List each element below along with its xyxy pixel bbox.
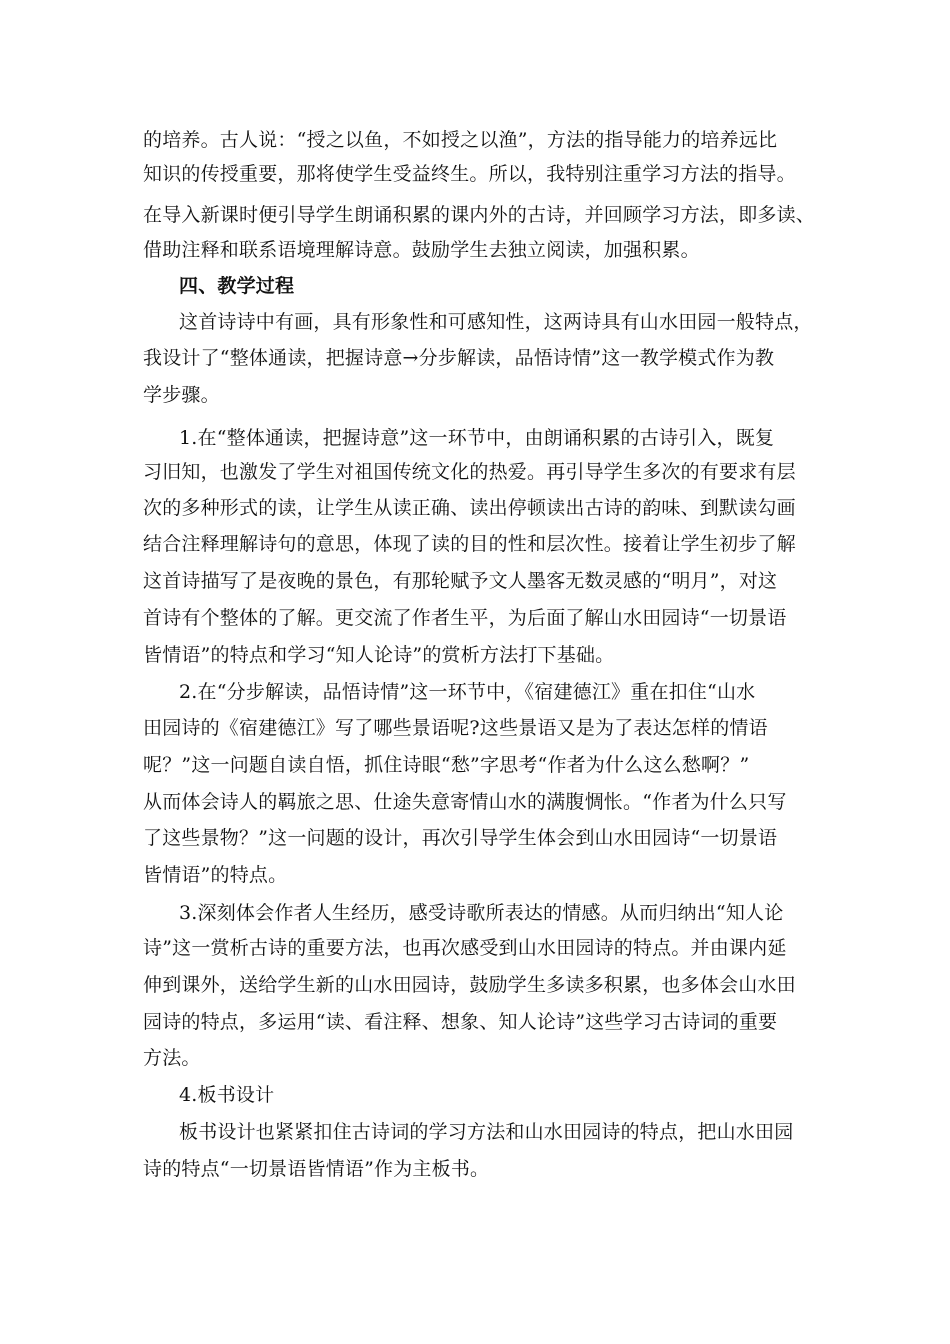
paragraph-intro-line: 在导入新课时便引导学生朗诵积累的课内外的古诗，并回顾学习方法，即多读、 [143, 204, 816, 226]
paragraph-1-line: 习旧知，也激发了学生对祖国传统文化的热爱。再引导学生多次的有要求有层 [143, 461, 796, 483]
paragraph-1-line: 次的多种形式的读，让学生从读正确、读出停顿读出古诗的韵味、到默读勾画 [143, 497, 796, 519]
paragraph-3-line: 方法。 [143, 1047, 201, 1069]
paragraph-2-line: 2.在“分步解读，品悟诗情”这一环节中，《宿建德江》重在扣住“山水 [179, 681, 756, 703]
paragraph-1-line: 结合注释理解诗句的意思，体现了读的目的性和层次性。接着让学生初步了解 [143, 533, 796, 555]
section-heading: 四、教学过程 [179, 275, 295, 297]
paragraph-3-line: 3.深刻体会作者人生经历，感受诗歌所表达的情感。从而归纳出“知人论 [179, 902, 784, 924]
paragraph-intro-line: 的培养。古人说：“授之以鱼，不如授之以渔”，方法的指导能力的培养远比 [143, 129, 778, 151]
paragraph-3-line: 园诗的特点，多运用“读、看注释、想象、知人论诗”这些学习古诗词的重要 [143, 1011, 778, 1033]
paragraph-2-line: 田园诗的《宿建德江》写了哪些景语呢?这些景语又是为了表达怎样的情语 [143, 717, 768, 739]
paragraph-intro-line: 借助注释和联系语境理解诗意。鼓励学生去独立阅读，加强积累。 [143, 239, 700, 261]
paragraph-1-line: 首诗有个整体的了解。更交流了作者生平，为后面了解山水田园诗“一切景语 [143, 607, 787, 629]
paragraph-overview-line: 我设计了“整体通读，把握诗意→分步解读，品悟诗情”这一教学模式作为教 [143, 347, 775, 369]
paragraph-4-heading: 4.板书设计 [179, 1084, 275, 1106]
paragraph-overview-line: 这首诗诗中有画，具有形象性和可感知性，这两诗具有山水田园一般特点， [179, 311, 813, 333]
paragraph-3-line: 伸到课外，送给学生新的山水田园诗，鼓励学生多读多积累，也多体会山水田 [143, 974, 796, 996]
paragraph-overview-line: 学步骤。 [143, 384, 220, 406]
paragraph-1-line: 1.在“整体通读，把握诗意”这一环节中，由朗诵积累的古诗引入，既复 [179, 427, 775, 449]
paragraph-2-line: 从而体会诗人的羁旅之思、仕途失意寄情山水的满腹惆怅。“作者为什么只写 [143, 791, 787, 813]
paragraph-1-line: 皆情语”的特点和学习“知人论诗”的赏析方法打下基础。 [143, 644, 615, 666]
paragraph-2-line: 呢？”这一问题自读自悟，抓住诗眼“愁”字思考“作者为什么这么愁啊？” [143, 754, 750, 776]
paragraph-4-line: 板书设计也紧紧扣住古诗词的学习方法和山水田园诗的特点，把山水田园 [179, 1121, 794, 1143]
paragraph-2-line: 了这些景物？”这一问题的设计，再次引导学生体会到山水田园诗“一切景语 [143, 827, 778, 849]
paragraph-2-line: 皆情语”的特点。 [143, 864, 288, 886]
paragraph-1-line: 这首诗描写了是夜晚的景色，有那轮赋予文人墨客无数灵感的“明月”，对这 [143, 570, 778, 592]
paragraph-intro-line: 知识的传授重要，那将使学生受益终生。所以，我特别注重学习方法的指导。 [143, 163, 796, 185]
paragraph-3-line: 诗”这一赏析古诗的重要方法，也再次感受到山水田园诗的特点。并由课内延 [143, 937, 787, 959]
paragraph-4-line: 诗的特点“一切景语皆情语”作为主板书。 [143, 1158, 490, 1180]
